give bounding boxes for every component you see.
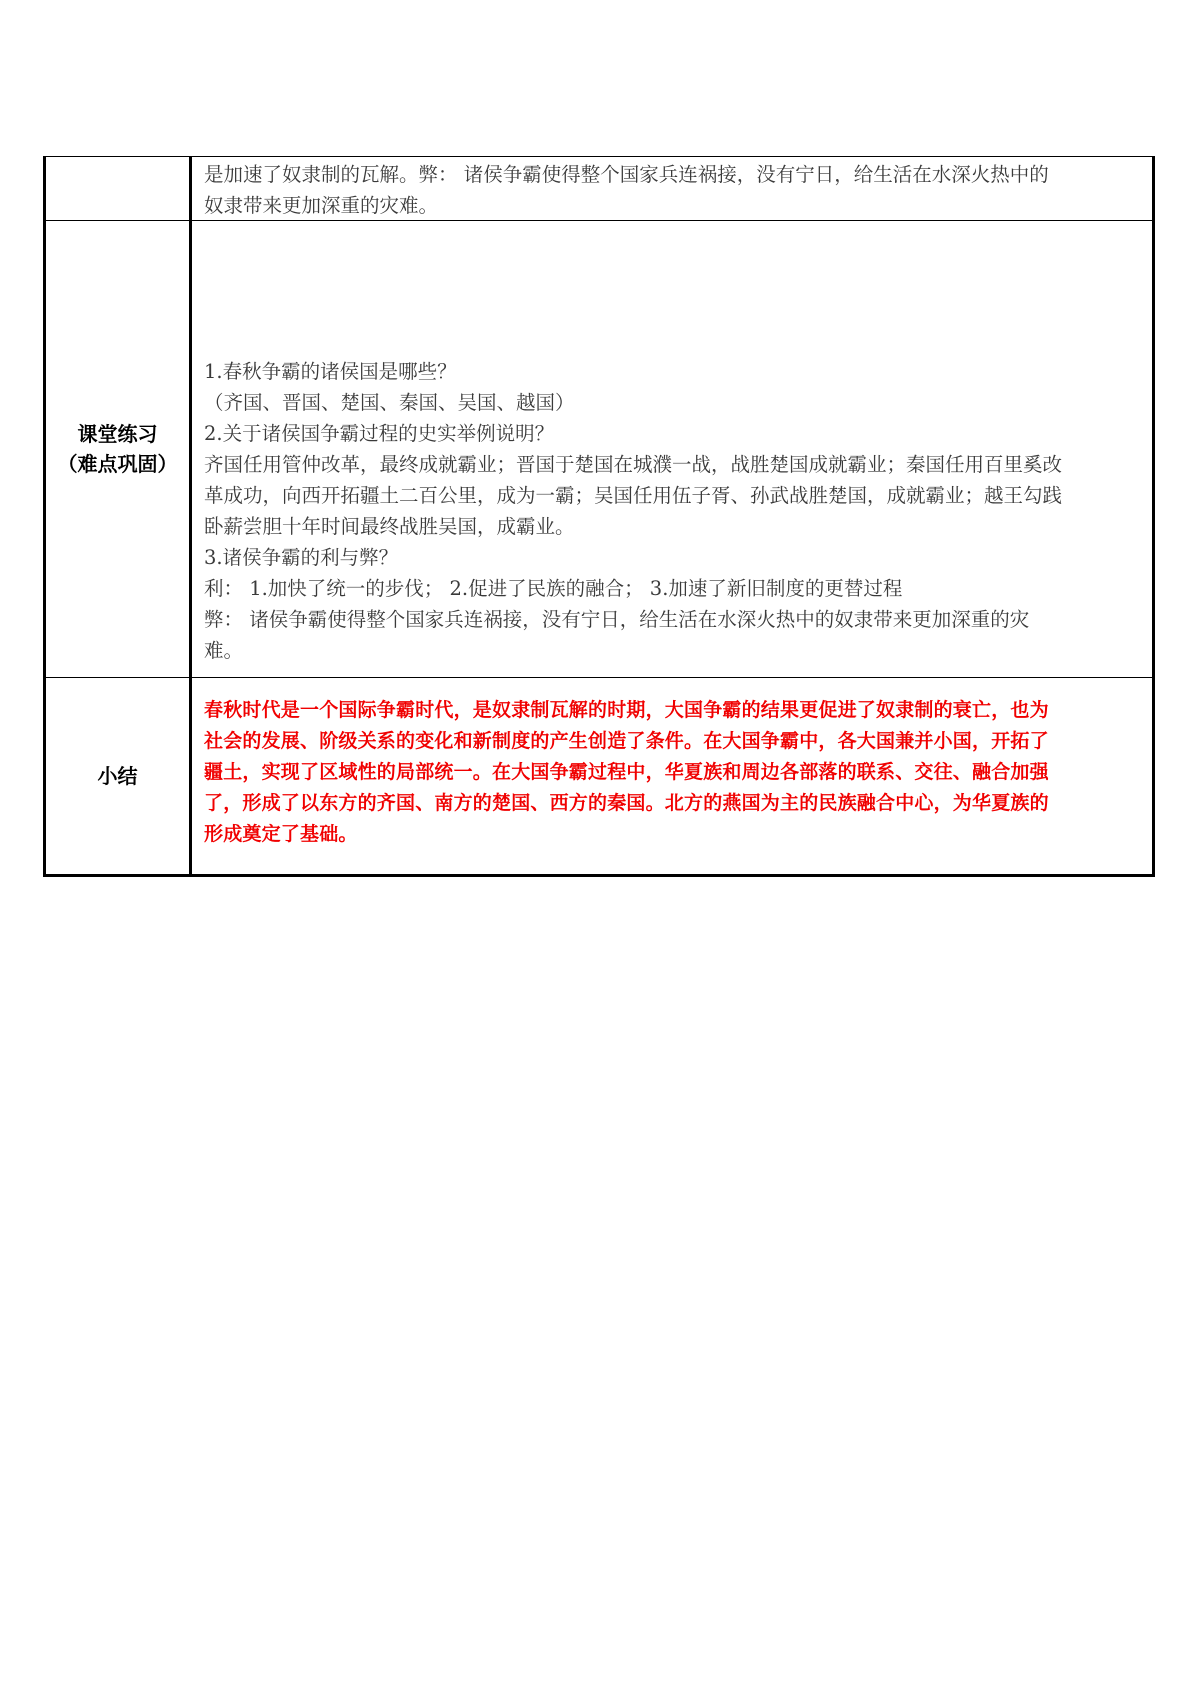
row-content-continuation	[192, 157, 1152, 220]
label-practice-subtitle: （难点巩固）	[57, 452, 178, 476]
answer-2-line: 齐国任用管仲改革，最终成就霸业；晋国于楚国在城濮一战，战胜楚国成就霸业；秦国任用百里奚改	[204, 453, 1063, 476]
answer-2-line: 卧薪尝胆十年时间最终战胜吴国，成霸业。	[204, 515, 575, 538]
question-2: 2.关于诸侯国争霸过程的史实举例说明？	[204, 422, 555, 445]
answer-3-cons: 弊： 诸侯争霸使得整个国家兵连祸接，没有宁日，给生活在水深火热中的奴隶带来更加深重的灾	[204, 608, 1030, 631]
summary-line: 形成奠定了基础。	[204, 823, 358, 845]
question-1: 1.春秋争霸的诸侯国是哪些？	[204, 360, 457, 383]
summary-line: 疆土，实现了区域性的局部统一。在大国争霸过程中，华夏族和周边各部落的联系、交往、融合加强	[204, 761, 1049, 783]
lesson-table	[43, 156, 1155, 877]
text-line: 奴隶带来更加深重的灾难。	[204, 194, 439, 217]
row-content-summary	[192, 678, 1152, 874]
label-practice-title: 课堂练习	[77, 422, 158, 446]
answer-1: （齐国、晋国、楚国、秦国、吴国、越国）	[204, 391, 575, 414]
text-line: 是加速了奴隶制的瓦解。弊： 诸侯争霸使得整个国家兵连祸接，没有宁日，给生活在水深火热中的	[204, 163, 1049, 186]
row-label-empty	[46, 157, 192, 220]
question-3: 3.诸侯争霸的利与弊？	[204, 546, 399, 569]
summary-line: 了，形成了以东方的齐国、南方的楚国、西方的秦国。北方的燕国为主的民族融合中心，为华夏族的	[204, 792, 1049, 814]
label-summary-title: 小结	[97, 764, 138, 788]
answer-3-cons: 难。	[204, 639, 244, 662]
summary-line: 社会的发展、阶级关系的变化和新制度的产生创造了条件。在大国争霸中，各大国兼并小国，开拓了	[204, 730, 1049, 752]
row-label-summary	[46, 678, 192, 874]
answer-3-pros: 利： 1.加快了统一的步伐； 2.促进了民族的融合； 3.加速了新旧制度的更替过程	[204, 577, 903, 600]
table-row-summary	[46, 678, 1152, 874]
answer-2-line: 革成功，向西开拓疆土二百公里，成为一霸；吴国任用伍子胥、孙武战胜楚国，成就霸业；越王勾践	[204, 484, 1063, 507]
table-row-practice	[46, 221, 1152, 678]
row-content-practice	[192, 221, 1152, 677]
summary-line: 春秋时代是一个国际争霸时代，是奴隶制瓦解的时期，大国争霸的结果更促进了奴隶制的衰亡，也为	[204, 699, 1049, 721]
table-row-continuation	[46, 157, 1152, 221]
row-label-practice	[46, 221, 192, 677]
